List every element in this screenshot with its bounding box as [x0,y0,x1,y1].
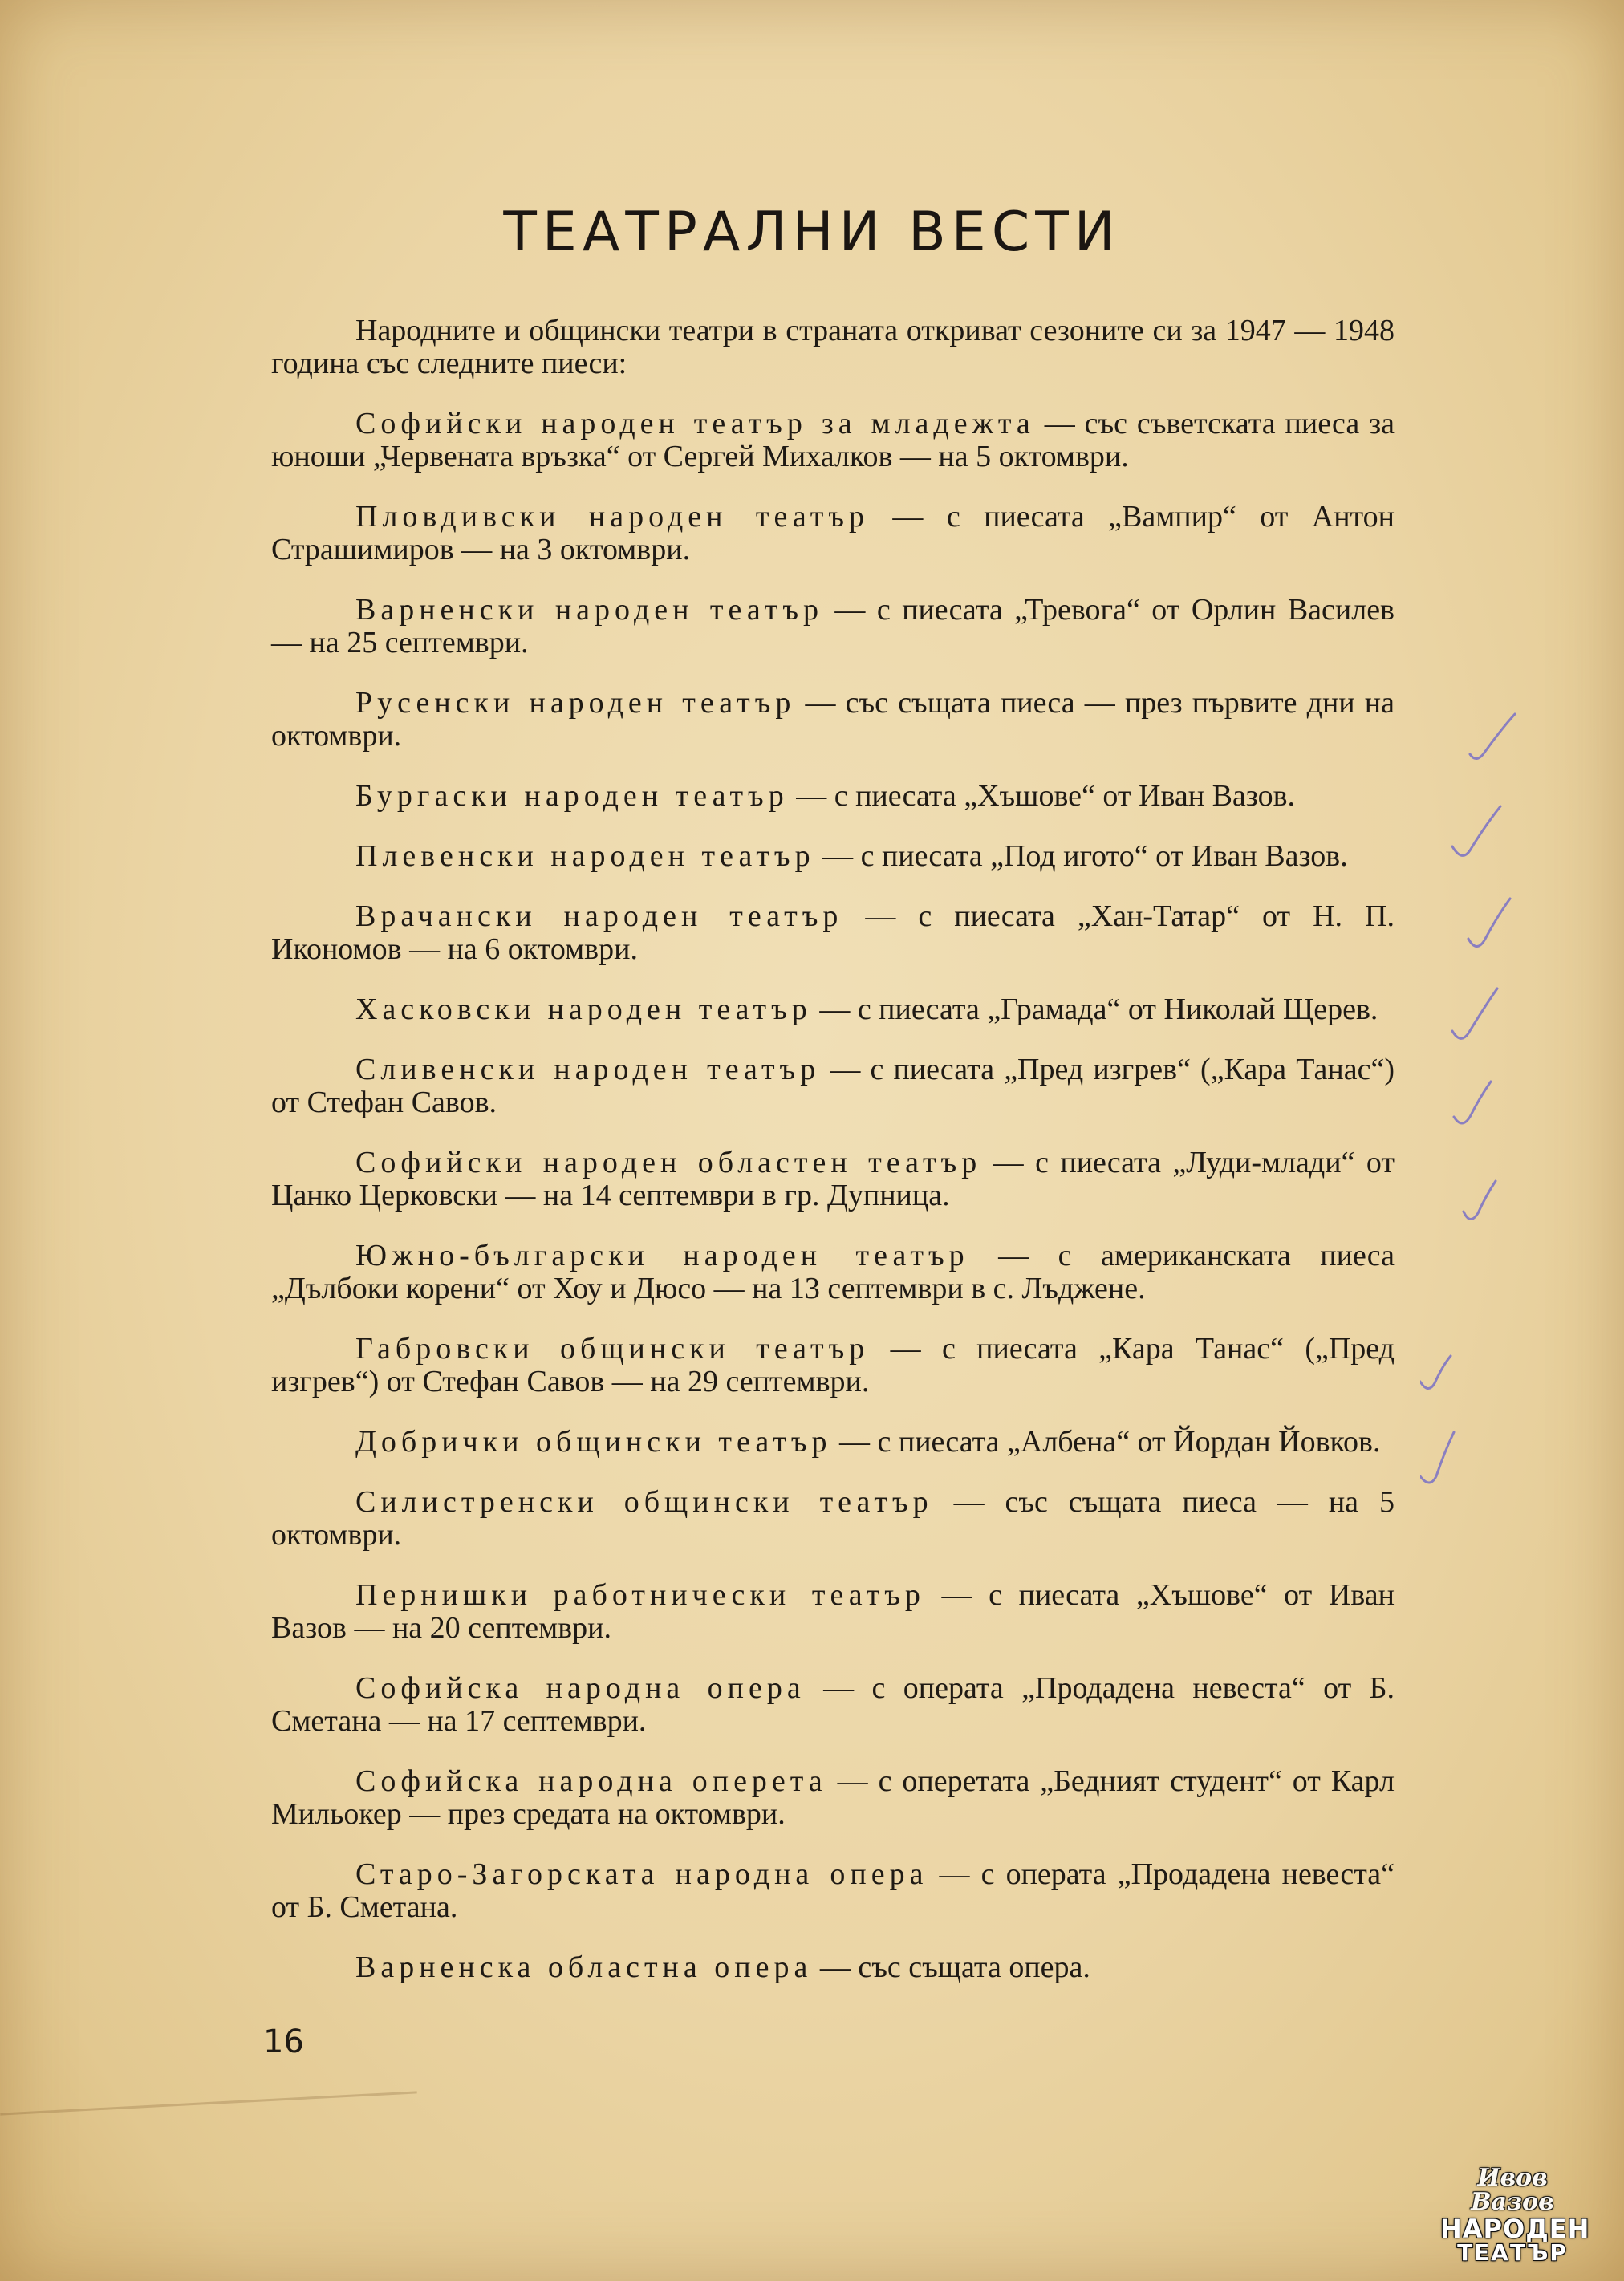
check-mark-icon [1420,1432,1454,1483]
theatre-entry [271,501,1395,566]
theatre-details: — с пиесата „Хан-Татар“ от Н. П. Икономов — на 6 октомври. [271,899,1395,966]
theatre-entry [271,1858,1395,1924]
check-mark-icon [1468,899,1510,947]
check-mark-icon [1464,1181,1496,1220]
theatre-name: Габровски общински театър [355,1332,870,1366]
theatre-details: — с операта „Продадена невеста“ от Б. Сметана — на 17 септември. [271,1671,1395,1738]
theatre-entry [271,687,1395,753]
theatre-details: — със същата опера. [812,1950,1090,1984]
logo-line-1: НАРОДЕН [1440,2214,1590,2244]
theatre-entry [271,1426,1395,1459]
theatre-details: — с операта „Продадена невеста“ от Б. Сметана. [271,1857,1395,1924]
theatre-details: — с пиесата „Тревога“ от Орлин Василев — на 25 септември. [271,593,1395,660]
page-title: ТЕАТРАЛНИ ВЕСТИ [503,201,1121,264]
theatre-details: — със същата пиеса — през първите дни на октомври. [271,686,1395,753]
check-mark-icon [1452,988,1497,1038]
theatre-entry [271,900,1395,966]
logo-line-2: ТЕАТЪР [1457,2239,1568,2266]
theatre-entry [271,1579,1395,1645]
theatre-name: Южно-български народен театър [355,1239,969,1272]
theatre-entry [271,1765,1395,1831]
theatre-entry [271,840,1395,873]
intro-paragraph: Народните и общински театри в страната откриват сезоните си за 1947 — 1948 година със следните пиеси: [271,314,1395,380]
check-mark-icon [1454,1082,1491,1123]
theatre-name: Софийски народен театър за младежта [355,407,1035,440]
theatre-entry [271,1147,1395,1212]
theatre-name: Пловдивски народен театър [355,500,870,534]
theatre-name: Софийска народна опера [355,1671,806,1705]
theatre-name: Плевенски народен театър [355,839,815,873]
theatre-name: Хасковски народен театър [355,992,812,1026]
article-body [271,315,1395,2011]
check-mark-icon [1470,714,1515,759]
theatre-entry [271,1486,1395,1552]
theatre-details: — със съветската пиеса за юноши „Червената връзка“ от Сергей Михалков — на 5 октомври. [271,407,1395,473]
logo-signature: Ивов Вазов [1471,2164,1554,2216]
theatre-details: — с пиесата „Хъшове“ от Иван Вазов — на 20 септември. [271,1578,1395,1645]
theatre-entry [271,1951,1395,1984]
handwritten-check-marks [1420,706,1533,1524]
theatre-details: — с пиесата „Грамада“ от Николай Щерев. [811,992,1378,1026]
theatre-entry [271,1240,1395,1305]
theatre-name: Врачански народен театър [355,899,843,933]
theatre-details: — с пиесата „Кара Танас“ („Пред изгрев“) от Стефан Савов — на 29 септември. [271,1332,1395,1398]
theatre-name: Софийски народен областен театър [355,1146,982,1179]
theatre-entry [271,1672,1395,1738]
theatre-details: — с оперетата „Бедният студент“ от Карл Мильокер — през средата на октомври. [271,1764,1395,1831]
theatre-details: — с пиесата „Луди-млади“ от Цанко Церковски — на 14 септември в гр. Дупница. [271,1146,1395,1212]
theatre-name: Варненска областна опера [355,1950,813,1984]
theatre-entry [271,993,1395,1026]
theatre-details: — с пиесата „Под игото“ от Иван Вазов. [814,839,1348,873]
theatre-name: Силистренски общински театър [355,1485,933,1519]
theatre-details: — с пиесата „Пред изгрев“ („Кара Танас“) от Стефан Савов. [271,1053,1395,1119]
theatre-name: Старо-Загорската народна опера [355,1857,928,1891]
theatre-name: Добрички общински театър [355,1425,832,1459]
check-mark-icon [1420,1356,1451,1389]
theatre-entry [271,1053,1395,1119]
theatre-name: Сливенски народен театър [355,1053,821,1086]
national-theatre-logo [1440,2164,1590,2266]
theatre-name: Русенски народен театър [355,686,796,720]
theatre-name: Софийска народна оперета [355,1764,827,1798]
theatre-entry [271,780,1395,813]
theatre-name: Пернишки работнически театър [355,1578,925,1612]
theatre-details: — със същата пиеса — на 5 октомври. [271,1485,1395,1552]
theatre-entry [271,594,1395,660]
theatre-entry [271,1333,1395,1398]
page-number: 16 [263,2023,304,2060]
theatre-details: — с пиесата „Албена“ от Йордан Йовков. [831,1425,1381,1459]
theatre-details: — с американската пиеса „Дълбоки корени“ от Хоу и Дюсо — на 13 септември в с. Лъджене. [271,1239,1395,1305]
theatre-entry [271,408,1395,473]
theatre-details: — с пиесата „Вампир“ от Антон Страшимиров — на 3 октомври. [271,500,1395,566]
paper-crease [0,2091,416,2115]
theatre-name: Варненски народен театър [355,593,823,627]
theatre-name: Бургаски народен театър [355,779,789,813]
check-mark-icon [1452,806,1500,855]
theatre-details: — с пиесата „Хъшове“ от Иван Вазов. [788,779,1296,813]
